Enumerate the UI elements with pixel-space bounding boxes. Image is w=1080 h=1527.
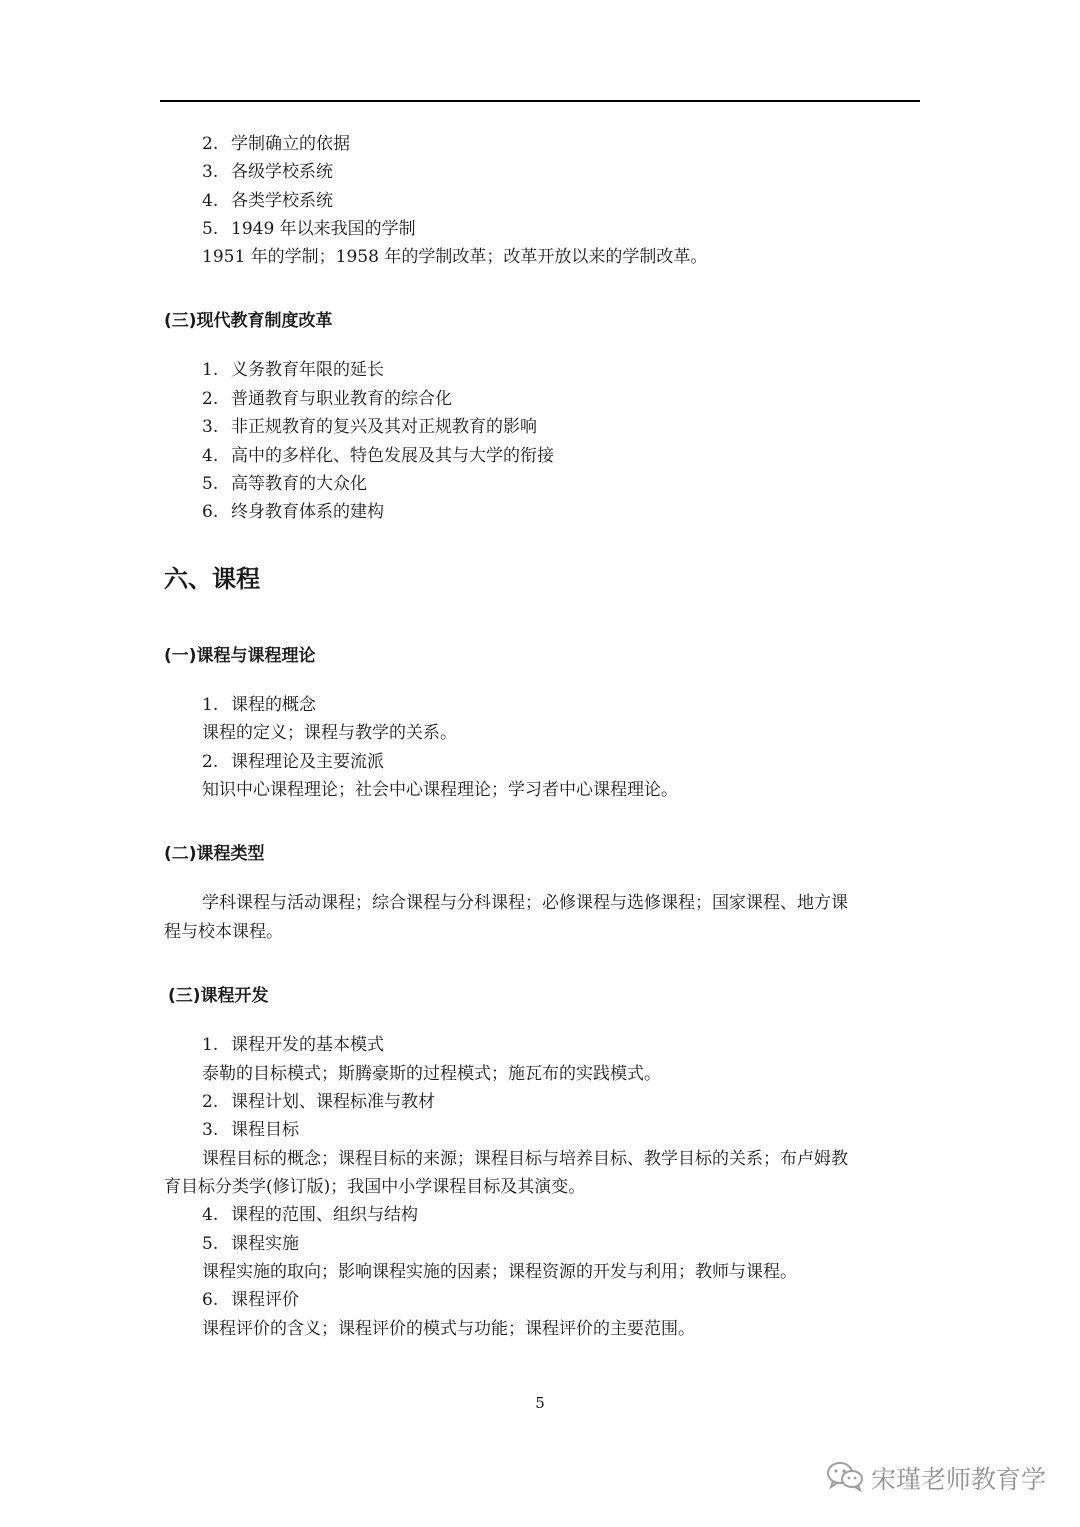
list-item: 5. 高等教育的大众化 bbox=[202, 474, 367, 494]
list-note: 泰勒的目标模式；斯腾豪斯的过程模式；施瓦布的实践模式。 bbox=[202, 1064, 661, 1084]
list-item: 6. 终身教育体系的建构 bbox=[202, 502, 384, 522]
list-item: 4. 高中的多样化、特色发展及其与大学的衔接 bbox=[202, 446, 554, 466]
list-note: 课程的定义；课程与教学的关系。 bbox=[202, 723, 457, 743]
page-number: 5 bbox=[535, 1394, 545, 1412]
list-item: 3. 各级学校系统 bbox=[202, 162, 333, 182]
section-heading: (三)课程开发 bbox=[168, 986, 269, 1006]
section-heading: (二)课程类型 bbox=[164, 844, 265, 864]
list-note: 课程实施的取向；影响课程实施的因素；课程资源的开发与利用；教师与课程。 bbox=[202, 1262, 797, 1282]
watermark-text: 宋瑾老师教育学 bbox=[870, 1465, 1046, 1494]
list-item: 6. 课程评价 bbox=[202, 1290, 299, 1310]
list-item: 5. 1949 年以来我国的学制 bbox=[202, 219, 416, 239]
list-note: 1951 年的学制；1958 年的学制改革；改革开放以来的学制改革。 bbox=[202, 247, 708, 267]
list-item: 4. 课程的范围、组织与结构 bbox=[202, 1205, 418, 1225]
list-item: 4. 各类学校系统 bbox=[202, 191, 333, 211]
list-item: 3. 非正规教育的复兴及其对正规教育的影响 bbox=[202, 417, 537, 437]
list-item: 2. 课程计划、课程标准与教材 bbox=[202, 1092, 435, 1112]
list-item: 2. 普通教育与职业教育的综合化 bbox=[202, 389, 452, 409]
header-rule bbox=[160, 100, 920, 102]
list-item: 2. 学制确立的依据 bbox=[202, 134, 350, 154]
list-item: 5. 课程实施 bbox=[202, 1234, 299, 1254]
chapter-title: 六、课程 bbox=[164, 565, 260, 593]
paragraph-line: 课程目标的概念；课程目标的来源；课程目标与培养目标、教学目标的关系；布卢姆教 bbox=[202, 1149, 848, 1169]
list-item: 1. 课程的概念 bbox=[202, 695, 316, 715]
list-note: 课程评价的含义；课程评价的模式与功能；课程评价的主要范围。 bbox=[202, 1319, 695, 1339]
wechat-icon bbox=[825, 1460, 865, 1496]
watermark bbox=[825, 1460, 1046, 1496]
section-heading: (一)课程与课程理论 bbox=[164, 646, 316, 666]
paragraph-line: 学科课程与活动课程；综合课程与分科课程；必修课程与选修课程；国家课程、地方课 bbox=[202, 893, 848, 913]
list-item: 1. 课程开发的基本模式 bbox=[202, 1035, 384, 1055]
list-item: 1. 义务教育年限的延长 bbox=[202, 360, 384, 380]
section-heading: (三)现代教育制度改革 bbox=[164, 311, 333, 331]
list-item: 3. 课程目标 bbox=[202, 1120, 299, 1140]
paragraph-line: 程与校本课程。 bbox=[164, 922, 283, 942]
list-item: 2. 课程理论及主要流派 bbox=[202, 752, 384, 772]
list-note: 知识中心课程理论；社会中心课程理论；学习者中心课程理论。 bbox=[202, 780, 678, 800]
paragraph-line: 育目标分类学(修订版)；我国中小学课程目标及其演变。 bbox=[164, 1177, 586, 1197]
